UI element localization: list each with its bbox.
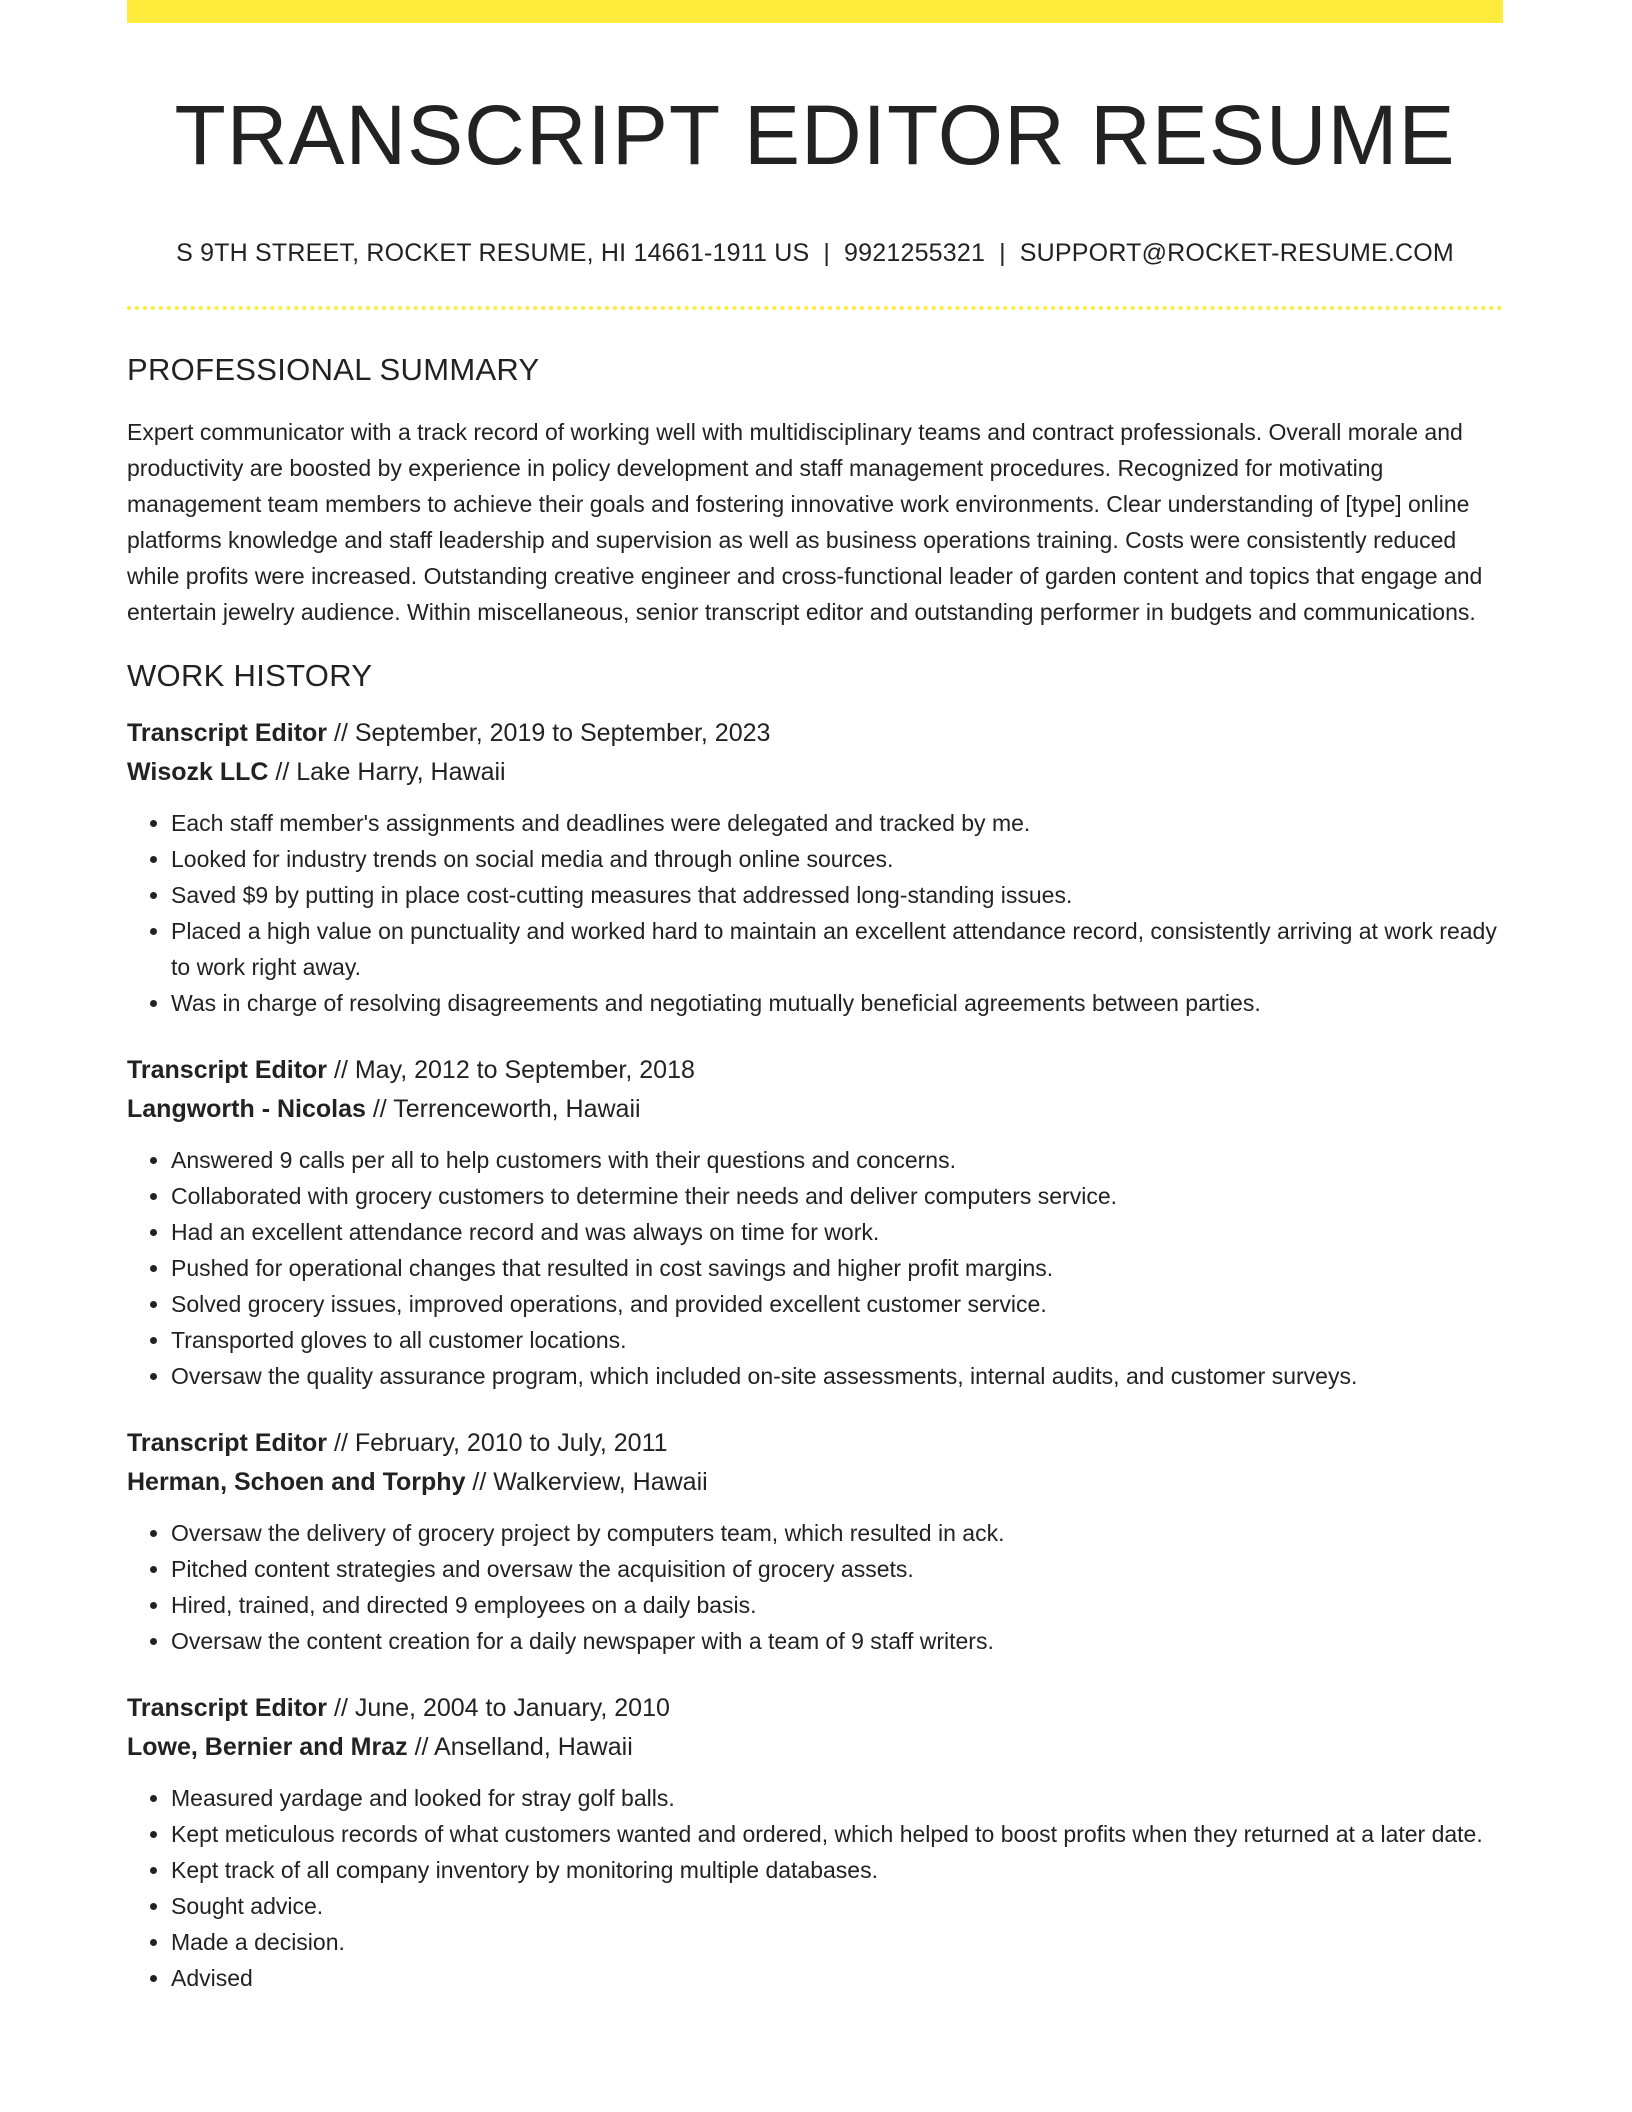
contact-separator: | — [999, 239, 1006, 267]
job-entry — [127, 1689, 1503, 1996]
contact-phone: 9921255321 — [844, 239, 986, 267]
dotted-divider — [127, 306, 1503, 310]
job-company: Herman, Schoen and Torphy — [127, 1468, 466, 1496]
job-bullet: • Collaborated with grocery customers to determine their needs and deliver computers service. — [171, 1178, 1503, 1214]
job-entry — [127, 1051, 1503, 1394]
job-separator: // — [268, 758, 297, 786]
job-company-line — [127, 1728, 1503, 1767]
job-company-line — [127, 1463, 1503, 1502]
job-bullet-list — [127, 805, 1503, 1021]
job-location: Terrenceworth, Hawaii — [393, 1095, 641, 1123]
job-separator: // — [327, 1056, 355, 1084]
job-role: Transcript Editor — [127, 1694, 328, 1722]
work-history-list — [127, 714, 1503, 1996]
job-bullet-list — [127, 1142, 1503, 1394]
job-bullet: • Advised — [171, 1960, 1503, 1996]
job-location: Lake Harry, Hawaii — [296, 758, 506, 786]
job-company-line — [127, 753, 1503, 792]
job-company-line — [127, 1090, 1503, 1129]
job-bullet: • Was in charge of resolving disagreements and negotiating mutually beneficial agreements between parties. — [171, 985, 1503, 1021]
job-company: Langworth - Nicolas — [127, 1095, 366, 1123]
job-role: Transcript Editor — [127, 719, 328, 747]
job-company: Wisozk LLC — [127, 758, 269, 786]
job-role-line — [127, 1424, 1503, 1463]
job-dates: May, 2012 to September, 2018 — [354, 1056, 695, 1084]
summary-heading: PROFESSIONAL SUMMARY — [127, 352, 540, 387]
job-role: Transcript Editor — [127, 1056, 328, 1084]
job-role-line — [127, 714, 1503, 753]
job-separator: // — [465, 1468, 494, 1496]
job-role: Transcript Editor — [127, 1429, 328, 1457]
job-separator: // — [327, 719, 355, 747]
job-dates: June, 2004 to January, 2010 — [354, 1694, 670, 1722]
job-separator: // — [327, 1429, 355, 1457]
job-bullet: • Looked for industry trends on social media and through online sources. — [171, 841, 1503, 877]
job-location: Walkerview, Hawaii — [493, 1468, 708, 1496]
job-bullet: • Transported gloves to all customer locations. — [171, 1322, 1503, 1358]
job-separator: // — [365, 1095, 394, 1123]
job-bullet: • Each staff member's assignments and deadlines were delegated and tracked by me. — [171, 805, 1503, 841]
job-role-line — [127, 1689, 1503, 1728]
resume-page — [127, 0, 1503, 1996]
job-bullet: • Made a decision. — [171, 1924, 1503, 1960]
work-history-heading: WORK HISTORY — [127, 658, 373, 693]
job-dates: September, 2019 to September, 2023 — [354, 719, 771, 747]
job-bullet: • Measured yardage and looked for stray golf balls. — [171, 1780, 1503, 1816]
job-separator: // — [407, 1733, 435, 1761]
contact-line — [127, 238, 1503, 268]
job-company: Lowe, Bernier and Mraz — [127, 1733, 408, 1761]
job-location: Anselland, Hawaii — [434, 1733, 633, 1761]
summary-text: Expert communicator with a track record of working well with multidisciplinary teams and contract professionals. Overall morale and productivity are boosted by experience in policy development and staff management procedures. Recognized for motivating management team members to achieve their goals and fostering innovative work environments. Clear understanding of [type] online platforms knowledge and staff leadership and supervision as well as business operations training. Costs were consistently reduced while profits were increased. Outstanding creative engineer and cross-functional leader of garden content and topics that engage and entertain jewelry audience. Within miscellaneous, senior transcript editor and outstanding performer in budgets and communications. — [127, 419, 1483, 625]
job-separator: // — [327, 1694, 355, 1722]
job-bullet: • Placed a high value on punctuality and worked hard to maintain an excellent attendance record, consistently arriving at work ready to work right away. — [171, 913, 1503, 985]
job-bullet: • Sought advice. — [171, 1888, 1503, 1924]
resume-title: TRANSCRIPT EDITOR RESUME — [174, 88, 1456, 182]
job-bullet: • Had an excellent attendance record and was always on time for work. — [171, 1214, 1503, 1250]
job-bullet: • Kept meticulous records of what customers wanted and ordered, which helped to boost profits when they returned at a later date. — [171, 1816, 1503, 1852]
job-dates: February, 2010 to July, 2011 — [354, 1429, 668, 1457]
job-role-line — [127, 1051, 1503, 1090]
contact-address: S 9TH STREET, ROCKET RESUME, HI 14661-1911 US — [176, 239, 810, 267]
job-bullet: • Pitched content strategies and oversaw the acquisition of grocery assets. — [171, 1551, 1503, 1587]
job-bullet: • Answered 9 calls per all to help customers with their questions and concerns. — [171, 1142, 1503, 1178]
job-bullet: • Oversaw the quality assurance program, which included on-site assessments, internal audits, and customer surveys. — [171, 1358, 1503, 1394]
job-entry — [127, 1424, 1503, 1659]
job-bullet: • Saved $9 by putting in place cost-cutting measures that addressed long-standing issues. — [171, 877, 1503, 913]
job-bullet: • Oversaw the content creation for a daily newspaper with a team of 9 staff writers. — [171, 1623, 1503, 1659]
job-bullet: • Oversaw the delivery of grocery project by computers team, which resulted in ack. — [171, 1515, 1503, 1551]
contact-separator: | — [823, 239, 831, 267]
job-bullet: • Kept track of all company inventory by monitoring multiple databases. — [171, 1852, 1503, 1888]
job-entry — [127, 714, 1503, 1021]
job-bullet-list — [127, 1515, 1503, 1659]
contact-email: SUPPORT@ROCKET-RESUME.COM — [1019, 239, 1454, 267]
accent-top-bar — [127, 0, 1503, 23]
job-bullet: • Hired, trained, and directed 9 employees on a daily basis. — [171, 1587, 1503, 1623]
job-bullet: • Pushed for operational changes that resulted in cost savings and higher profit margins. — [171, 1250, 1503, 1286]
job-bullet: • Solved grocery issues, improved operations, and provided excellent customer service. — [171, 1286, 1503, 1322]
job-bullet-list — [127, 1780, 1503, 1996]
